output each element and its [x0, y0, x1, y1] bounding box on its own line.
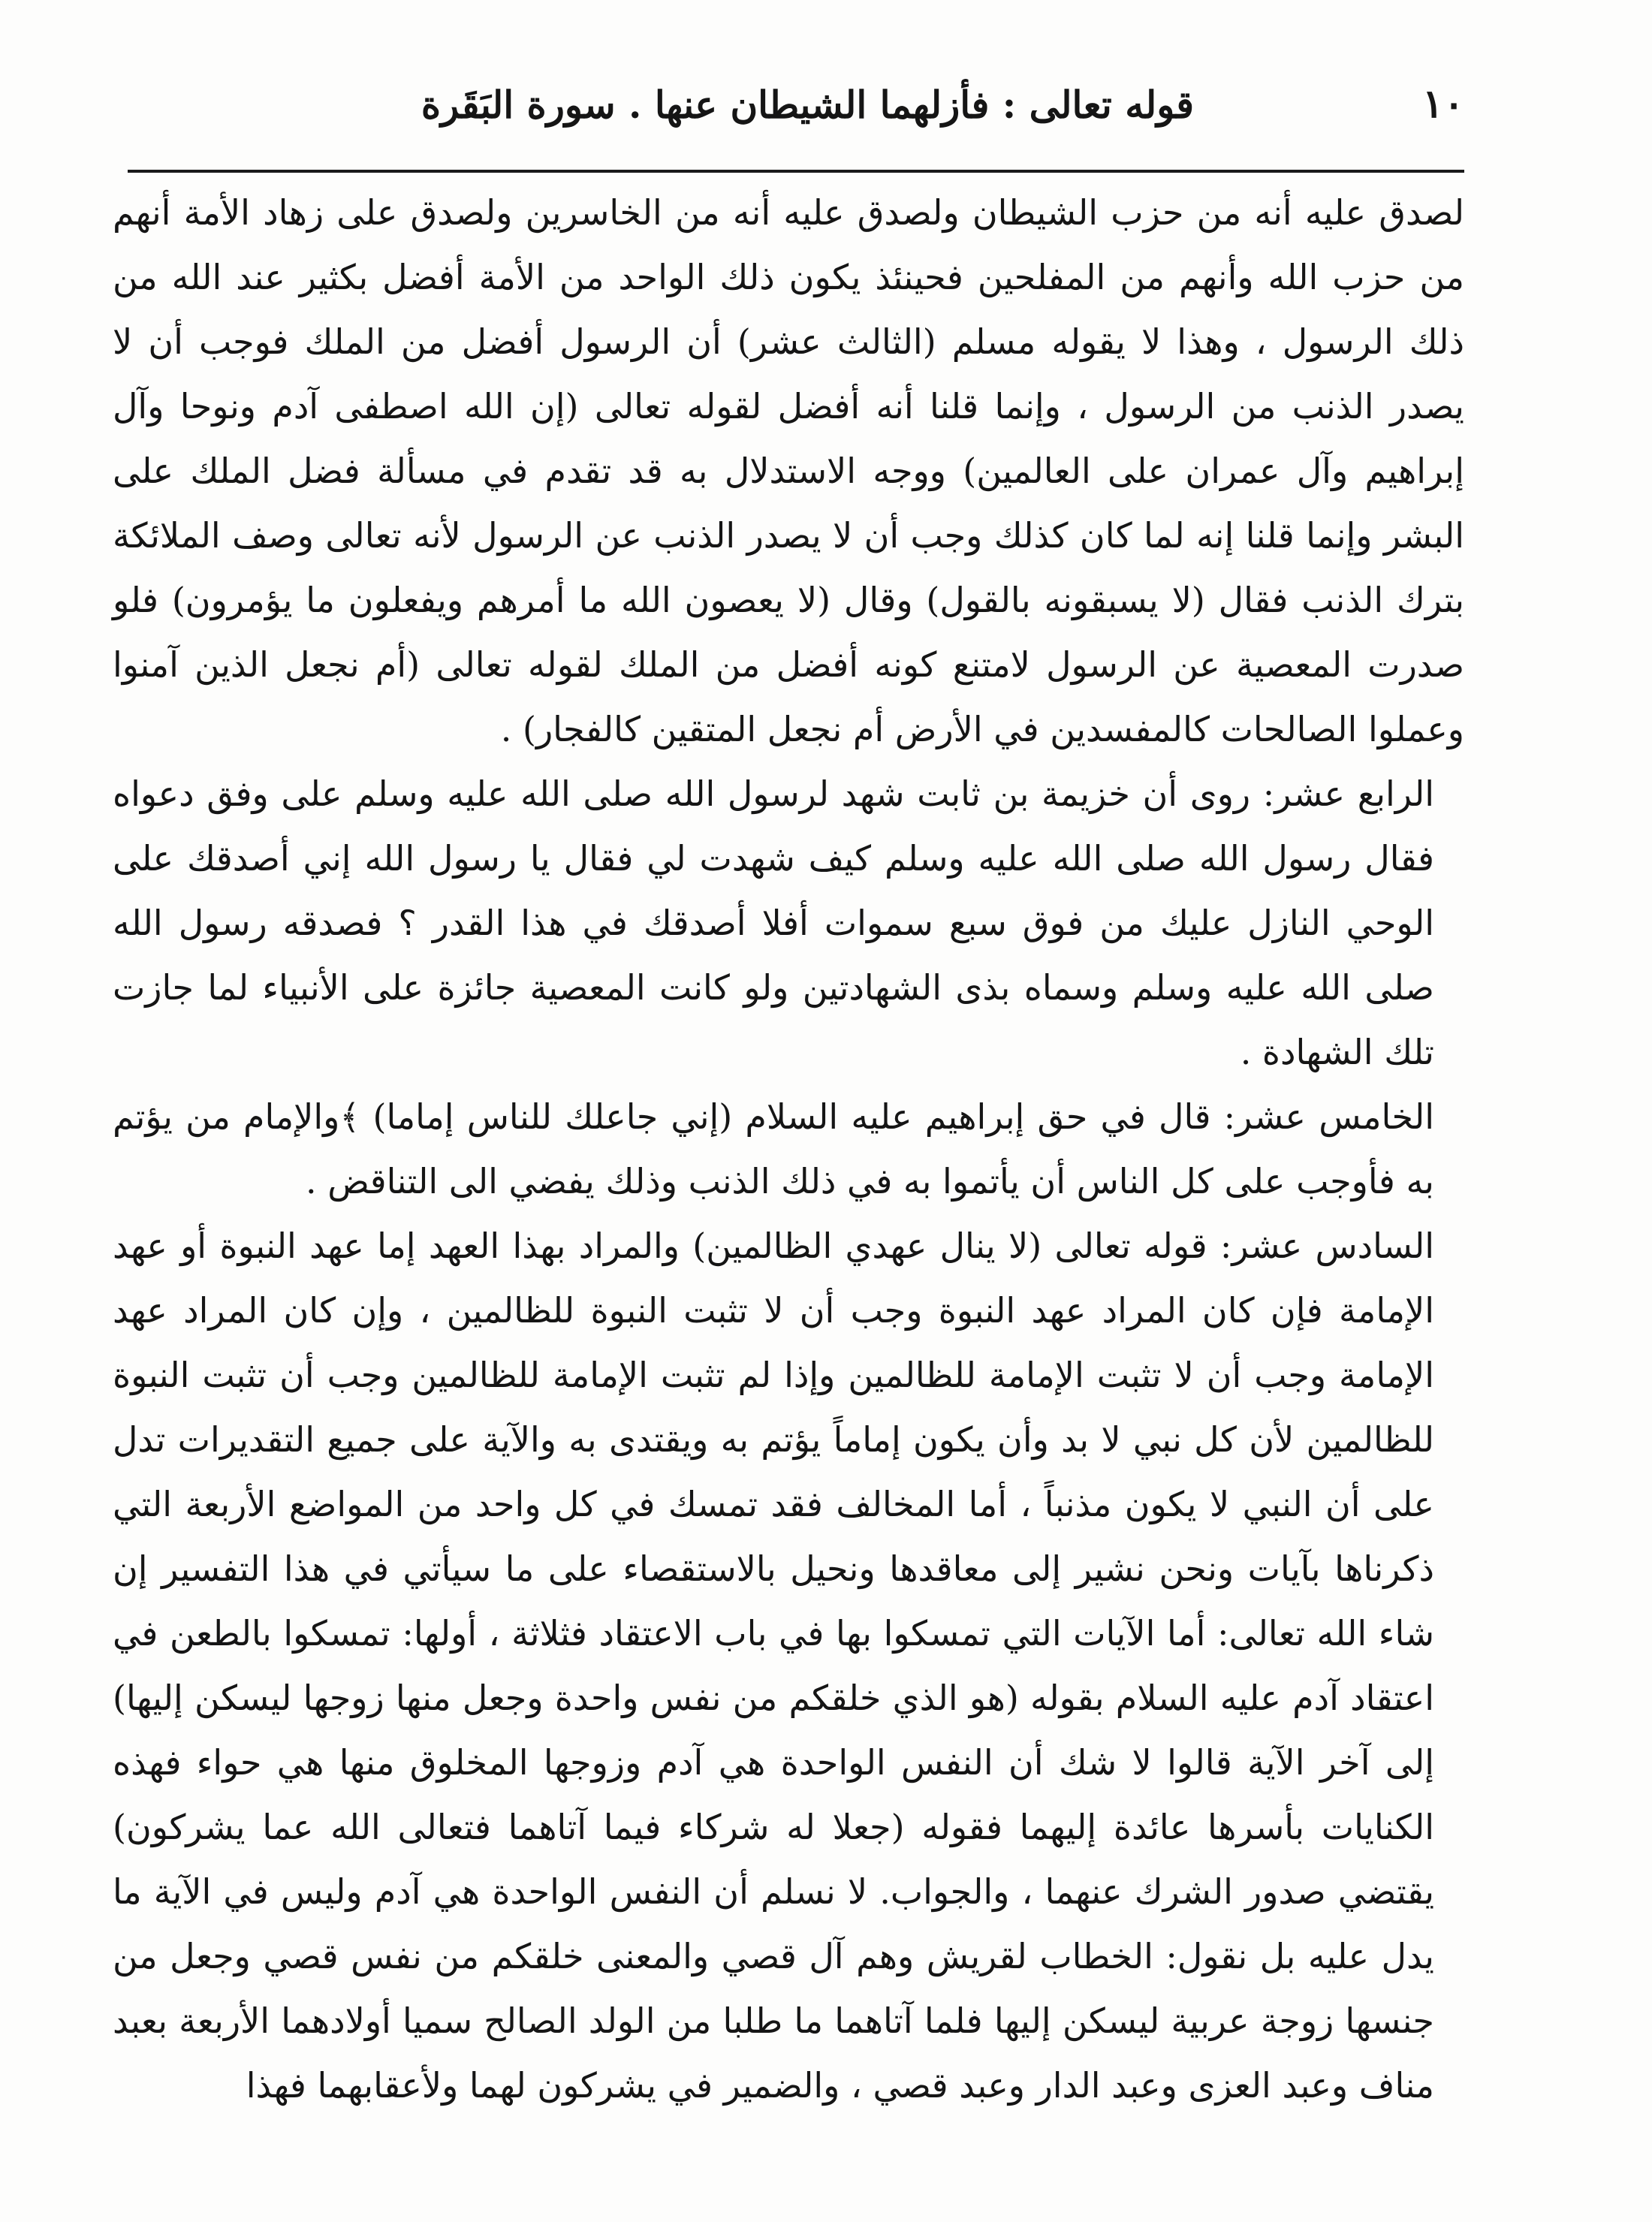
paragraph-thirteenth: لصدق عليه أنه من حزب الشيطان ولصدق عليه أنه من الخاسرين ولصدق على زهاد الأمة أنهم من حزب الله وأنهم من المفلحين فحينئذ يكون ذلك الواحد من الأمة أفضل بكثير عند الله من ذلك الرسول ، وهذا لا يقوله مسلم (الثالث عشر) أن الرسول أفضل من الملك فوجب أن لا يصدر الذنب من الرسول ، وإنما قلنا أنه أفضل لقوله تعالى (إن الله اصطفى آدم ونوحا وآل إبراهيم وآل عمران على العالمين) ووجه الاستدلال به قد تقدم في مسألة فضل الملك على البشر وإنما قلنا إنه لما كان كذلك وجب أن لا يصدر الذنب عن الرسول لأنه تعالى وصف الملائكة بترك الذنب فقال (لا يسبقونه بالقول) وقال (لا يعصون الله ما أمرهم ويفعلون ما يؤمرون) فلو صدرت المعصية عن الرسول لامتنع كونه أفضل من الملك لقوله تعالى (أم نجعل الذين آمنوا وعملوا الصالحات كالمفسدين في الأرض أم نجعل المتقين كالفجار) . — [113, 192, 1464, 749]
paragraph-fifteenth: الخامس عشر: قال في حق إبراهيم عليه السلام (إني جاعلك للناس إماما) ﴾والإمام من يؤتم به فأوجب على كل الناس أن يأتموا به في ذلك الذنب وذلك يفضي الى التناقض . — [113, 1096, 1434, 1201]
paragraph-fourteenth: الرابع عشر: روى أن خزيمة بن ثابت شهد لرسول الله صلى الله عليه وسلم على وفق دعواه فقال رسول الله صلى الله عليه وسلم كيف شهدت لي فقال يا رسول الله إني أصدقك على الوحي النازل عليك من فوق سبع سموات أفلا أصدقك في هذا القدر ؟ فصدقه رسول الله صلى الله عليه وسلم وسماه بذى الشهادتين ولو كانت المعصية جائزة على الأنبياء لما جازت تلك الشهادة . — [113, 773, 1434, 1072]
paragraph-sixteenth: السادس عشر: قوله تعالى (لا ينال عهدي الظالمين) والمراد بهذا العهد إما عهد النبوة أو عهد الإمامة فإن كان المراد عهد النبوة وجب أن لا تثبت النبوة للظالمين ، وإن كان المراد عهد الإمامة وجب أن لا تثبت الإمامة للظالمين وإذا لم تثبت الإمامة للظالمين وجب أن تثبت النبوة للظالمين لأن كل نبي لا بد وأن يكون إماماً يؤتم به ويقتدى به والآية على جميع التقديرات تدل على أن النبي لا يكون مذنباً ، أما المخالف فقد تمسك في كل واحد من المواضع الأربعة التي ذكرناها بآيات ونحن نشير إلى معاقدها ونحيل بالاستقصاء على ما سيأتي في هذا التفسير إن شاء الله تعالى: أما الآيات التي تمسكوا بها في باب الاعتقاد فثلاثة ، أولها: تمسكوا بالطعن في اعتقاد آدم عليه السلام بقوله (هو الذي خلقكم من نفس واحدة وجعل منها زوجها ليسكن إليها) إلى آخر الآية قالوا لا شك أن النفس الواحدة هي آدم وزوجها المخلوق منها هي حواء فهذه الكنايات بأسرها عائدة إليهما فقوله (جعلا له شركاء فيما آتاهما فتعالى الله عما يشركون) يقتضي صدور الشرك عنهما ، والجواب. لا نسلم أن النفس الواحدة هي آدم وليس في الآية ما يدل عليه بل نقول: الخطاب لقريش وهم آل قصي والمعنى خلقكم من نفس قصي وجعل من جنسها زوجة عربية ليسكن إليها فلما آتاهما ما طلبا من الولد الصالح سميا أولادهما الأربعة بعبد مناف وعبد العزى وعبد الدار وعبد قصي ، والضمير في يشركون لهما ولأعقابهما فهذا — [113, 1226, 1434, 2106]
running-title: قوله تعالى : فأزلهما الشيطان عنها . سورة البَقَرة — [421, 83, 1194, 127]
page-header — [128, 66, 1464, 156]
header-rule — [128, 170, 1464, 173]
body-text — [113, 180, 1464, 2118]
page-number: ١٠ — [1422, 81, 1464, 127]
